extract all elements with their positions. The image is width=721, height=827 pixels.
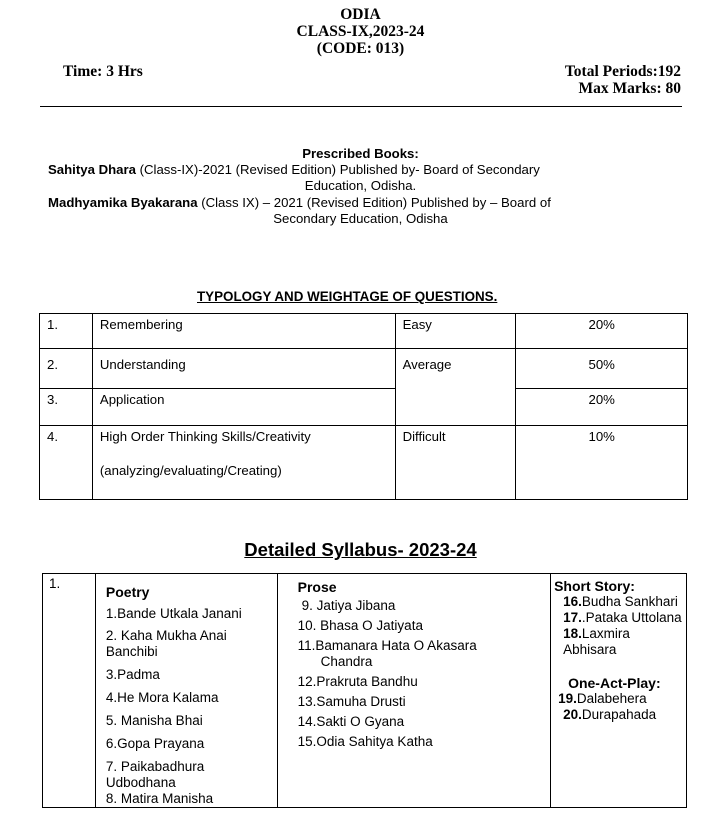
list-item: 13.Samuha Drusti <box>297 694 406 709</box>
class-line: CLASS-IX,2023-24 <box>296 23 425 40</box>
book-1-title: Sahitya Dhara <box>48 162 136 177</box>
list-item: 3.Padma <box>105 667 160 682</box>
list-item: 14.Sakti O Gyana <box>297 714 405 729</box>
table-row <box>40 349 688 389</box>
syllabus-row-number: 1. <box>43 574 96 808</box>
question-type: Application <box>92 389 395 426</box>
total-periods: Total Periods:192 <box>564 63 681 80</box>
weightage: 20% <box>516 314 688 349</box>
syllabus-heading: Detailed Syllabus- 2023-24 <box>244 539 477 560</box>
question-type-detail: (analyzing/evaluating/Creating) <box>99 463 282 478</box>
difficulty: Average <box>395 349 516 426</box>
typology-table <box>39 313 688 500</box>
book-2-publisher: Secondary Education, Odisha <box>273 211 448 226</box>
list-item: 12.Prakruta Bandhu <box>297 674 418 689</box>
list-item: 20.Durapahada <box>563 707 657 722</box>
list-item: 15.Odia Sahitya Katha <box>297 734 433 749</box>
list-item: 18.Laxmira Abhisara <box>563 626 630 657</box>
list-item: 8. Matira Manisha <box>105 791 214 806</box>
list-item: 2. Kaha Mukha Anai Banchibi <box>105 628 227 659</box>
book-2-title: Madhyamika Byakarana <box>48 195 198 210</box>
max-marks: Max Marks: 80 <box>578 80 681 97</box>
difficulty: Difficult <box>395 426 516 500</box>
list-item: 4.He Mora Kalama <box>105 690 219 705</box>
row-number: 3. <box>40 389 93 426</box>
weightage: 20% <box>516 389 688 426</box>
book-2 <box>48 195 551 212</box>
list-item: 9. Jatiya Jibana <box>301 598 396 613</box>
subject-code: (CODE: 013) <box>316 40 405 57</box>
short-story-column <box>551 574 687 808</box>
row-number: 2. <box>40 349 93 389</box>
typology-heading: TYPOLOGY AND WEIGHTAGE OF QUESTIONS. <box>197 289 498 304</box>
table-row <box>43 574 687 808</box>
list-item: 11.Bamanara Hata O Akasara Chandra <box>297 638 477 669</box>
table-row <box>40 314 688 349</box>
weightage: 10% <box>516 426 688 500</box>
list-item: 17..Pataka Uttolana <box>563 610 682 625</box>
one-act-play-heading: One-Act-Play: <box>568 675 661 691</box>
poetry-heading: Poetry <box>105 584 150 600</box>
book-1-publisher: Education, Odisha. <box>304 178 417 193</box>
row-number: 1. <box>40 314 93 349</box>
book-1 <box>48 162 540 179</box>
question-type-cell <box>92 426 395 500</box>
exam-time: Time: 3 Hrs <box>63 63 143 80</box>
difficulty: Easy <box>395 314 516 349</box>
prose-column <box>277 574 550 808</box>
table-row <box>40 426 688 500</box>
prose-heading: Prose <box>297 579 337 595</box>
list-item: 6.Gopa Prayana <box>105 736 205 751</box>
books-heading: Prescribed Books: <box>302 146 419 161</box>
weightage: 50% <box>516 349 688 389</box>
row-number: 4. <box>40 426 93 500</box>
poetry-column <box>95 574 277 808</box>
list-item: 1.Bande Utkala Janani <box>105 606 242 621</box>
subject-title: ODIA <box>340 6 381 23</box>
question-type: Understanding <box>92 349 395 389</box>
list-item: 16.Budha Sankhari <box>563 594 678 609</box>
table-row <box>40 389 688 426</box>
book-1-details: (Class-IX)-2021 (Revised Edition) Published by- Board of Secondary <box>135 162 540 177</box>
syllabus-table <box>42 573 687 808</box>
question-type: High Order Thinking Skills/Creativity <box>99 429 311 444</box>
list-item: 7. Paikabadhura Udbodhana <box>105 759 205 790</box>
header-divider <box>40 106 682 107</box>
list-item: 10. Bhasa O Jatiyata <box>297 618 423 633</box>
short-story-heading: Short Story: <box>554 578 635 594</box>
question-type: Remembering <box>92 314 395 349</box>
book-2-details: (Class IX) – 2021 (Revised Edition) Published by – Board of <box>197 195 551 210</box>
list-item: 19.Dalabehera <box>558 691 647 706</box>
list-item: 5. Manisha Bhai <box>105 713 203 728</box>
